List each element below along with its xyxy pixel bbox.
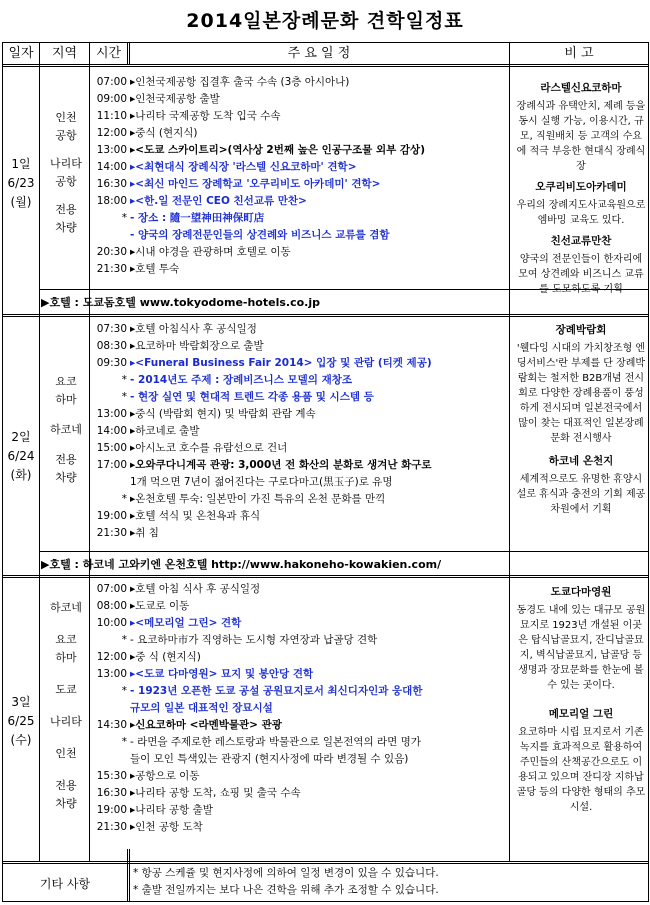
schedule-row	[91, 193, 307, 210]
schedule-row	[91, 802, 213, 819]
schedule-row	[91, 819, 203, 836]
schedule-text: ▸<메모리얼 그린> 견학	[130, 617, 242, 629]
etc-divider	[3, 861, 648, 864]
schedule-row	[91, 768, 199, 785]
schedule-time: 10:00	[96, 617, 127, 629]
col-divider	[509, 43, 510, 861]
schedule-time: 19:00	[96, 510, 127, 522]
schedule-text: ▸온천호텔 투숙: 일본만이 가진 특유의 온천 문화를 만끽	[130, 493, 386, 505]
header-divider	[3, 64, 648, 67]
schedule-row	[91, 227, 390, 244]
schedule-text: ▸하코네로 출발	[130, 425, 200, 437]
schedule-time: 21:30	[96, 527, 127, 539]
schedule-text: ▸<최현대식 장례식장 '라스텔 신요코하마' 견학>	[130, 161, 357, 173]
schedule-time: *	[121, 391, 127, 403]
schedule-text: ▸도쿄로 이동	[130, 600, 190, 612]
schedule-text: - 1923년 오픈한 도쿄 공설 공원묘지로서 최신디자인과 웅대한	[130, 685, 423, 697]
day3-notes: 도쿄다마영원 동경도 내에 있는 대규모 공원묘지로 1923년 개설된 이곳은 탑식납골묘지, 잔디납골묘지, 벽식납골묘지, 납골당 등 생명과 장묘문화를 한눈에 볼수 있는 곳이다. 메모리얼 그린 요코하마 시립 묘지로서 기존녹지를 효과적으로 활용하여 주민들의 산책공간으로도 이용되고 있으며 잔디장 지하납골당 등의 다양한 형태의 추모시설.	[516, 586, 646, 813]
schedule-text: ▸<도쿄 다마영원> 묘지 및 봉안당 견학	[130, 668, 314, 680]
schedule-text: ▸나리타 공항 도착, 쇼핑 및 출국 수속	[130, 787, 301, 799]
day2-locations: 요코 하마 하코네 전용 차량	[50, 375, 82, 484]
schedule-time: 12:00	[96, 127, 127, 139]
schedule-time: 21:30	[96, 821, 127, 833]
schedule-time: 09:00	[96, 93, 127, 105]
schedule-text: ▸호텔 아침식사 후 공식일정	[130, 323, 257, 335]
schedule-time: 13:00	[96, 144, 127, 156]
hotel-divider	[39, 551, 648, 552]
header-day: 일자	[8, 46, 34, 61]
schedule-row	[91, 457, 432, 474]
schedule-text: ▸<한.일 전문인 CEO 친선교류 만찬>	[130, 195, 307, 207]
schedule-time: 19:00	[96, 804, 127, 816]
header-schedule: 주 요 일 정	[287, 46, 351, 61]
schedule-row	[91, 176, 380, 193]
schedule-text: ▸<도쿄 스카이트리>(역사상 2번째 높은 인공구조물 외부 감상)	[130, 144, 425, 156]
schedule-row	[91, 406, 316, 423]
day1-label: 1일 6/23 (월)	[7, 157, 35, 209]
schedule-time: 14:00	[96, 161, 127, 173]
day2-notes: 장례박람회 '웰다잉 시대의 가치창조형 엔딩서비스'란 부제를 단 장례박람회는 철저한 B2B개념 전시회로 다양한 장례용품이 풍성하게 전시되며 일본전국에서 많이 찾는 대표적인 일본장례문화 전시행사 하코네 온천지 세계적으로도 유명한 휴양시설로 휴식과 충전의 기회 제공차원에서 기획	[516, 324, 646, 515]
schedule-row	[91, 159, 357, 176]
schedule-row	[91, 261, 179, 278]
schedule-row	[91, 632, 377, 649]
day-divider	[3, 314, 648, 317]
col-divider	[39, 43, 40, 861]
schedule-row	[91, 91, 220, 108]
schedule-row	[91, 440, 287, 457]
schedule-time: 07:00	[96, 76, 127, 88]
schedule-time: *	[121, 374, 127, 386]
schedule-row	[91, 142, 425, 159]
schedule-text: ▸<최신 마인드 장례학교 '오쿠리비도 아카데미' 견학>	[130, 178, 381, 190]
schedule-time: 14:30	[96, 719, 127, 731]
schedule-row	[91, 108, 280, 125]
schedule-row	[91, 74, 349, 91]
schedule-row	[91, 389, 374, 406]
schedule-time: 07:30	[96, 323, 127, 335]
etc-label: 기타 사항	[39, 877, 91, 891]
schedule-text: ▸<Funeral Business Fair 2014> 입장 및 관람 (티켓 제공)	[130, 357, 432, 369]
schedule-table	[2, 42, 649, 902]
schedule-row	[91, 491, 385, 508]
schedule-text: - 요코하마市가 직영하는 도시형 자연장과 납골당 견학	[130, 634, 378, 646]
page-title: 2014일본장례문화 견학일정표	[186, 10, 464, 32]
schedule-text: ▸인천국제공항 출발	[130, 93, 220, 105]
header-time: 시간	[95, 46, 122, 61]
day1-hotel: ▶호텔 : 도쿄돔호텔 www.tokyodome-hotels.co.jp	[41, 296, 320, 309]
schedule-row	[91, 615, 241, 632]
schedule-row	[91, 649, 201, 666]
day3-locations: 하코네 요코 하마 도쿄 나리타 인천 전용 차량	[50, 601, 82, 810]
schedule-text: ▸호텔 아침 식사 후 공식일정	[130, 583, 261, 595]
schedule-row	[91, 734, 421, 751]
day3-label: 3일 6/25 (수)	[7, 695, 35, 747]
etc-notes: * 항공 스케쥴 및 현지사정에 의하여 일정 변경이 있을 수 있습니다. * 출발 전일까지는 보다 나은 견학을 위해 추가 조정할 수 있습니다.	[133, 867, 439, 896]
schedule-row	[91, 423, 199, 440]
schedule-row	[91, 210, 264, 227]
day2-hotel: ▶호텔 : 하코네 고와키엔 온천호텔 http://www.hakoneho-kowakien.com/	[41, 558, 442, 571]
header-region: 지역	[51, 46, 78, 61]
schedule-text: 1개 먹으면 7년이 젊어진다는 구로다마고(黒玉子)로 유명	[130, 476, 393, 488]
schedule-time: 07:00	[96, 583, 127, 595]
schedule-row	[91, 581, 260, 598]
schedule-text: - 현장 실연 및 현대적 트렌드 각종 용품 및 시스템 등	[130, 391, 374, 403]
schedule-row	[91, 355, 432, 372]
schedule-text: ▸아시노코 호수를 유람선으로 건너	[130, 442, 288, 454]
schedule-time: 21:30	[96, 263, 127, 275]
day-divider	[3, 575, 648, 578]
schedule-row	[91, 598, 189, 615]
schedule-row	[91, 244, 291, 261]
schedule-row	[91, 474, 392, 491]
schedule-text: - 라면을 주제로한 레스토랑과 박물관으로 일본전역의 라면 명가	[130, 736, 421, 748]
col-divider	[127, 849, 130, 901]
schedule-time: 08:00	[96, 600, 127, 612]
schedule-row	[91, 321, 257, 338]
schedule-text: ▸신요코하마 <라멘박물관> 관광	[130, 719, 282, 731]
schedule-row	[91, 508, 260, 525]
schedule-text: ▸공항으로 이동	[130, 770, 200, 782]
schedule-text: ▸시내 야경을 관광하며 호텔로 이동	[130, 246, 291, 258]
schedule-text: ▸인천국제공항 집결후 출국 수속 (3층 아시아나)	[130, 76, 350, 88]
schedule-row	[91, 683, 422, 700]
schedule-text: 규모의 일본 대표적인 장묘시설	[130, 702, 273, 714]
schedule-time: 11:10	[96, 110, 127, 122]
schedule-time: *	[121, 685, 127, 697]
schedule-text: - 2014년도 주제 : 장례비즈니스 모델의 재창조	[130, 374, 353, 386]
schedule-text: ▸오와쿠다니계곡 관광: 3,000년 전 화산의 분화로 생겨난 화구로	[130, 459, 432, 471]
schedule-time: *	[121, 736, 127, 748]
schedule-time: 18:00	[96, 195, 127, 207]
schedule-time: 15:30	[96, 770, 127, 782]
schedule-time: 16:30	[96, 178, 127, 190]
schedule-row	[91, 785, 301, 802]
schedule-time: 15:00	[96, 442, 127, 454]
schedule-time: *	[121, 634, 127, 646]
schedule-row	[91, 700, 273, 717]
schedule-text: ▸나리타 국제공항 도착 입국 수속	[130, 110, 281, 122]
schedule-row	[91, 717, 282, 734]
schedule-text: ▸나리타 공항 출발	[130, 804, 213, 816]
schedule-time: 08:30	[96, 340, 127, 352]
schedule-row	[91, 338, 264, 355]
schedule-text: ▸중식 (박람회 현지) 및 박람회 관람 계속	[130, 408, 316, 420]
schedule-time: 12:00	[96, 651, 127, 663]
schedule-row	[91, 125, 198, 142]
schedule-text: ▸취 침	[130, 527, 159, 539]
schedule-time: 17:00	[96, 459, 127, 471]
schedule-text: 들이 모인 특색있는 관광지 (현지사정에 따라 변경될 수 있음)	[130, 753, 409, 765]
schedule-text: - 양국의 장례전문인들의 상견례와 비즈니스 교류를 겸함	[130, 229, 390, 241]
schedule-row	[91, 666, 313, 683]
schedule-time: 13:00	[96, 668, 127, 680]
schedule-time: *	[121, 212, 127, 224]
day1-notes: 라스텔신요코하마 장례식과 유택안치, 제례 등을 동시 실행 가능, 이용시간, 규모, 직원배치 등 고객의 수요에 적극 부응한 현대식 장례식장 오쿠리비도아카데미 우리의 장례지도사교육원으로 엠바밍 교육도 있다. 친선교류만찬 양국의 전문인들이 한자리에 모여 상견례와 비즈니스 교류를 도모하도록 기획	[516, 82, 646, 295]
schedule-time: 16:30	[96, 787, 127, 799]
header-remarks: 비 고	[564, 46, 594, 61]
schedule-row	[91, 525, 159, 542]
schedule-text: ▸요코하마 박람회장으로 출발	[130, 340, 264, 352]
schedule-time: 09:30	[96, 357, 127, 369]
schedule-time: 14:00	[96, 425, 127, 437]
schedule-row	[91, 372, 352, 389]
schedule-text: ▸인천 공항 도착	[130, 821, 203, 833]
day1-locations: 인천 공항 나리타 공항 전용 차량	[50, 111, 82, 234]
day2-label: 2일 6/24 (화)	[7, 430, 35, 482]
schedule-time: *	[121, 493, 127, 505]
schedule-text: ▸중 식 (현지식)	[130, 651, 201, 663]
schedule-time: 13:00	[96, 408, 127, 420]
schedule-text: ▸호텔 투숙	[130, 263, 180, 275]
schedule-text: ▸중식 (현지식)	[130, 127, 198, 139]
schedule-time: 20:30	[96, 246, 127, 258]
schedule-text: - 장소 : 隨一望神田神保町店	[130, 212, 265, 224]
schedule-row	[91, 751, 408, 768]
schedule-text: ▸호텔 석식 및 온천욕과 휴식	[130, 510, 261, 522]
